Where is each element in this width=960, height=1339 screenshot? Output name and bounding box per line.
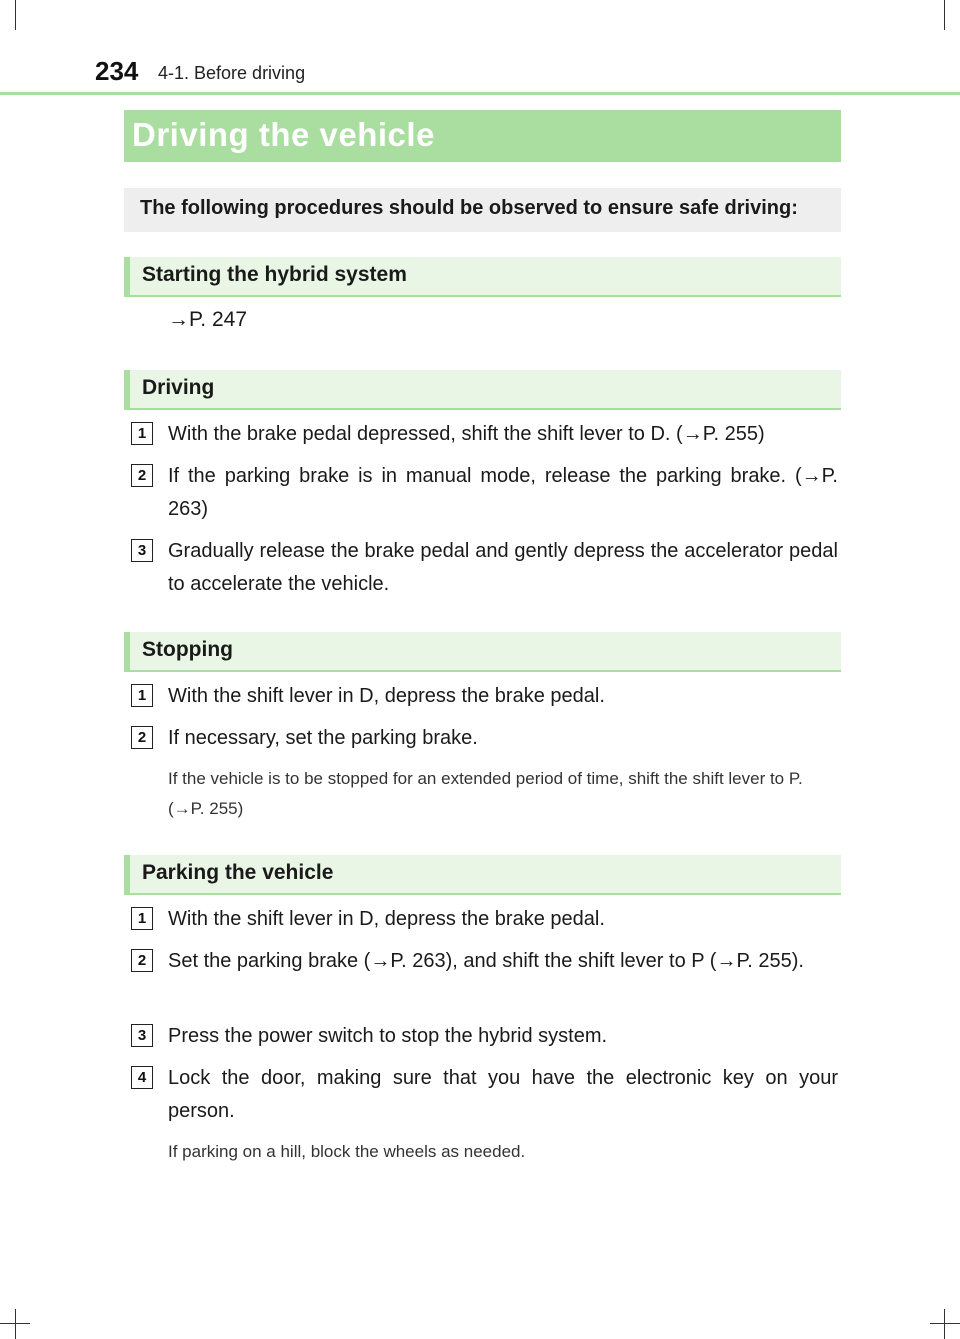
subheading-driving [124,370,841,410]
step-number-badge: 1 [131,422,153,445]
step-text: Press the power switch to stop the hybrid system. [168,1025,608,1047]
step-text: If necessary, set the parking brake. [168,727,478,749]
step-number-badge: 1 [131,907,153,930]
subheading-parking [124,855,841,895]
step-text: If the parking brake is in manual mode, release the parking brake. (→P. 263) [168,465,838,520]
step-number-badge: 2 [131,464,153,487]
step-text: With the shift lever in D, depress the brake pedal. [168,908,605,930]
step-text: Set the parking brake (→P. 263), and shift the shift lever to P (→P. 255). [168,950,804,972]
step-number-badge: 1 [131,684,153,707]
crop-mark-bottom-left-v [15,1309,16,1339]
header-rule [0,92,960,95]
step-number-badge: 2 [131,726,153,749]
page-reference: →P. 247 [168,308,248,331]
crop-mark-bottom-right-h [930,1323,960,1324]
step-number-badge: 4 [131,1066,153,1089]
subheading-accent [124,855,130,893]
intro-text: The following procedures should be observed to ensure safe driving: [140,197,798,219]
subheading-text: Driving [142,376,215,399]
subheading-accent [124,370,130,408]
subheading-accent [124,632,130,670]
note-text: If parking on a hill, block the wheels as needed. [168,1142,526,1161]
subheading-text: Parking the vehicle [142,861,334,884]
subheading-accent [124,257,130,295]
page-number: 234 [95,56,139,86]
crop-mark-bottom-left-h [0,1323,30,1324]
step-number-badge: 2 [131,949,153,972]
note-text: If the vehicle is to be stopped for an extended period of time, shift the shift lever to P. (→P. 255) [168,769,803,818]
crop-mark-top-right-v [944,0,945,30]
step-text: With the brake pedal depressed, shift the shift lever to D. (→P. 255) [168,423,765,445]
subheading-text: Starting the hybrid system [142,263,407,286]
step-text: Gradually release the brake pedal and gently depress the accelerator pedal to accelerate the vehicle. [168,540,838,595]
subheading-stopping [124,632,841,672]
step-text: Lock the door, making sure that you have the electronic key on your person. [168,1067,838,1122]
step-number-badge: 3 [131,539,153,562]
subheading-starting [124,257,841,297]
step-text: With the shift lever in D, depress the brake pedal. [168,685,605,707]
subheading-text: Stopping [142,638,233,661]
title-bar [124,110,841,162]
crop-mark-top-left-v [15,0,16,30]
step-number-badge: 3 [131,1024,153,1047]
section-label: 4-1. Before driving [158,63,306,83]
page-title: Driving the vehicle [132,116,435,153]
intro-box [124,188,841,232]
crop-mark-bottom-right-v [944,1309,945,1339]
